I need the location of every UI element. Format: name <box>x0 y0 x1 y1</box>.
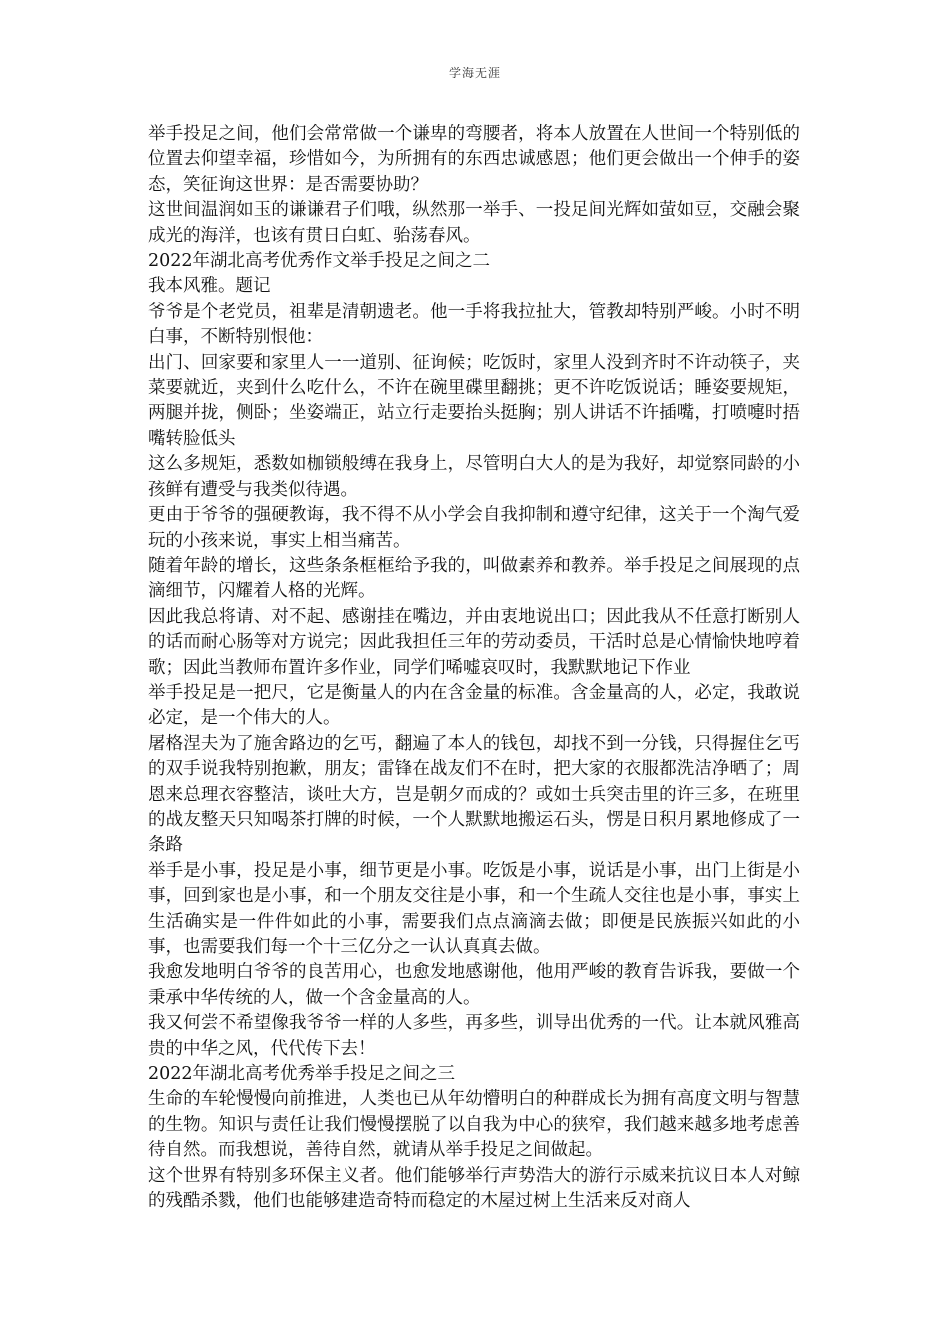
paragraph: 我又何尝不希望像我爷爷一样的人多些，再多些，训导出优秀的一代。让本就风雅高贵的中华之风，代代传下去！ <box>148 1013 800 1059</box>
paragraph: 这世间温润如玉的谦谦君子们哦，纵然那一举手、一投足间光辉如萤如豆，交融会聚成光的海洋，也该有贯日白虹、骀荡春风。 <box>148 200 800 246</box>
paragraph: 随着年龄的增长，这些条条框框给予我的，叫做素养和教养。举手投足之间展现的点滴细节，闪耀着人格的光辉。 <box>148 555 800 602</box>
paragraph: 这个世界有特别多环保主义者。他们能够举行声势浩大的游行示威来抗议日本人对鲸的残酷杀戮，他们也能够建造奇特而稳定的木屋过树上生活来反对商人 <box>148 1165 800 1212</box>
paragraph: 屠格涅夫为了施舍路边的乞丐，翻遍了本人的钱包，却找不到一分钱，只得握住乞丐的双手说我特别抱歉，朋友；雷锋在战友们不在时，把大家的衣服都洗洁净晒了；周恩来总理衣容整洁，谈吐大方，岂是朝夕而成的？或如士兵突击里的许三多，在班里的战友整天只知喝茶打牌的时候，一个人默默地搬运石头，愣是日积月累地修成了一条路 <box>148 733 800 856</box>
paragraph: 爷爷是个老党员，祖辈是清朝遗老。他一手将我拉扯大，管教却特别严峻。小时不明白事，不断特别恨他： <box>148 301 800 348</box>
paragraph: 举手投足是一把尺，它是衡量人的内在含金量的标准。含金量高的人，必定，我敢说必定，是一个伟大的人。 <box>148 682 800 729</box>
paragraph: 生命的车轮慢慢向前推进，人类也已从年幼懵明白的种群成长为拥有高度文明与智慧的生物。知识与责任让我们慢慢摆脱了以自我为中心的狭窄，我们越来越多地考虑善待自然。而我想说，善待自然，就请从举手投足之间做起。 <box>148 1089 800 1161</box>
paragraph: 举手是小事，投足是小事，细节更是小事。吃饭是小事，说话是小事，出门上街是小事，回到家也是小事，和一个朋友交往是小事，和一个生疏人交往也是小事，事实上生活确实是一件件如此的小事，需要我们点点滴滴去做；即便是民族振兴如此的小事，也需要我们每一个十三亿分之一认认真真去做。 <box>148 860 800 957</box>
paragraph: 举手投足之间，他们会常常做一个谦卑的弯腰者，将本人放置在人世间一个特别低的位置去仰望幸福，珍惜如今，为所拥有的东西忠诚感恩；他们更会做出一个伸手的姿态，笑征询这世界：是否需要协助？ <box>148 124 800 195</box>
document-body <box>148 122 800 1214</box>
paragraph: 出门、回家要和家里人一一道别、征询候；吃饭时，家里人没到齐时不许动筷子，夹菜要就近，夹到什么吃什么，不许在碗里碟里翻挑；更不许吃饭说话；睡姿要规矩，两腿并拢，侧卧；坐姿端正，站立行走要抬头挺胸；别人讲话不许插嘴，打喷嚏时捂嘴转脸低头 <box>148 352 800 449</box>
paragraph: 我愈发地明白爷爷的良苦用心，也愈发地感谢他，他用严峻的教育告诉我，要做一个秉承中华传统的人，做一个含金量高的人。 <box>148 962 800 1008</box>
paragraph: 这么多规矩，悉数如枷锁般缚在我身上，尽管明白大人的是为我好，却觉察同龄的小孩鲜有遭受与我类似待遇。 <box>148 454 800 500</box>
page-header: 学海无涯 <box>448 66 501 80</box>
paragraph: 因此我总将请、对不起、感谢挂在嘴边，并由衷地说出口；因此我从不任意打断别人的话而耐心肠等对方说完；因此我担任三年的劳动委员，干活时总是心情愉快地哼着歌；因此当教师布置许多作业，同学们唏嘘哀叹时，我默默地记下作业 <box>148 606 800 678</box>
section-heading: 2022年湖北高考优秀作文举手投足之间之二 <box>148 251 491 272</box>
section-heading: 2022年湖北高考优秀举手投足之间之三 <box>148 1064 456 1085</box>
paragraph: 更由于爷爷的强硬教诲，我不得不从小学会自我抑制和遵守纪律，这关于一个淘气爱玩的小孩来说，事实上相当痛苦。 <box>148 505 800 551</box>
paragraph: 我本风雅。题记 <box>148 276 271 297</box>
